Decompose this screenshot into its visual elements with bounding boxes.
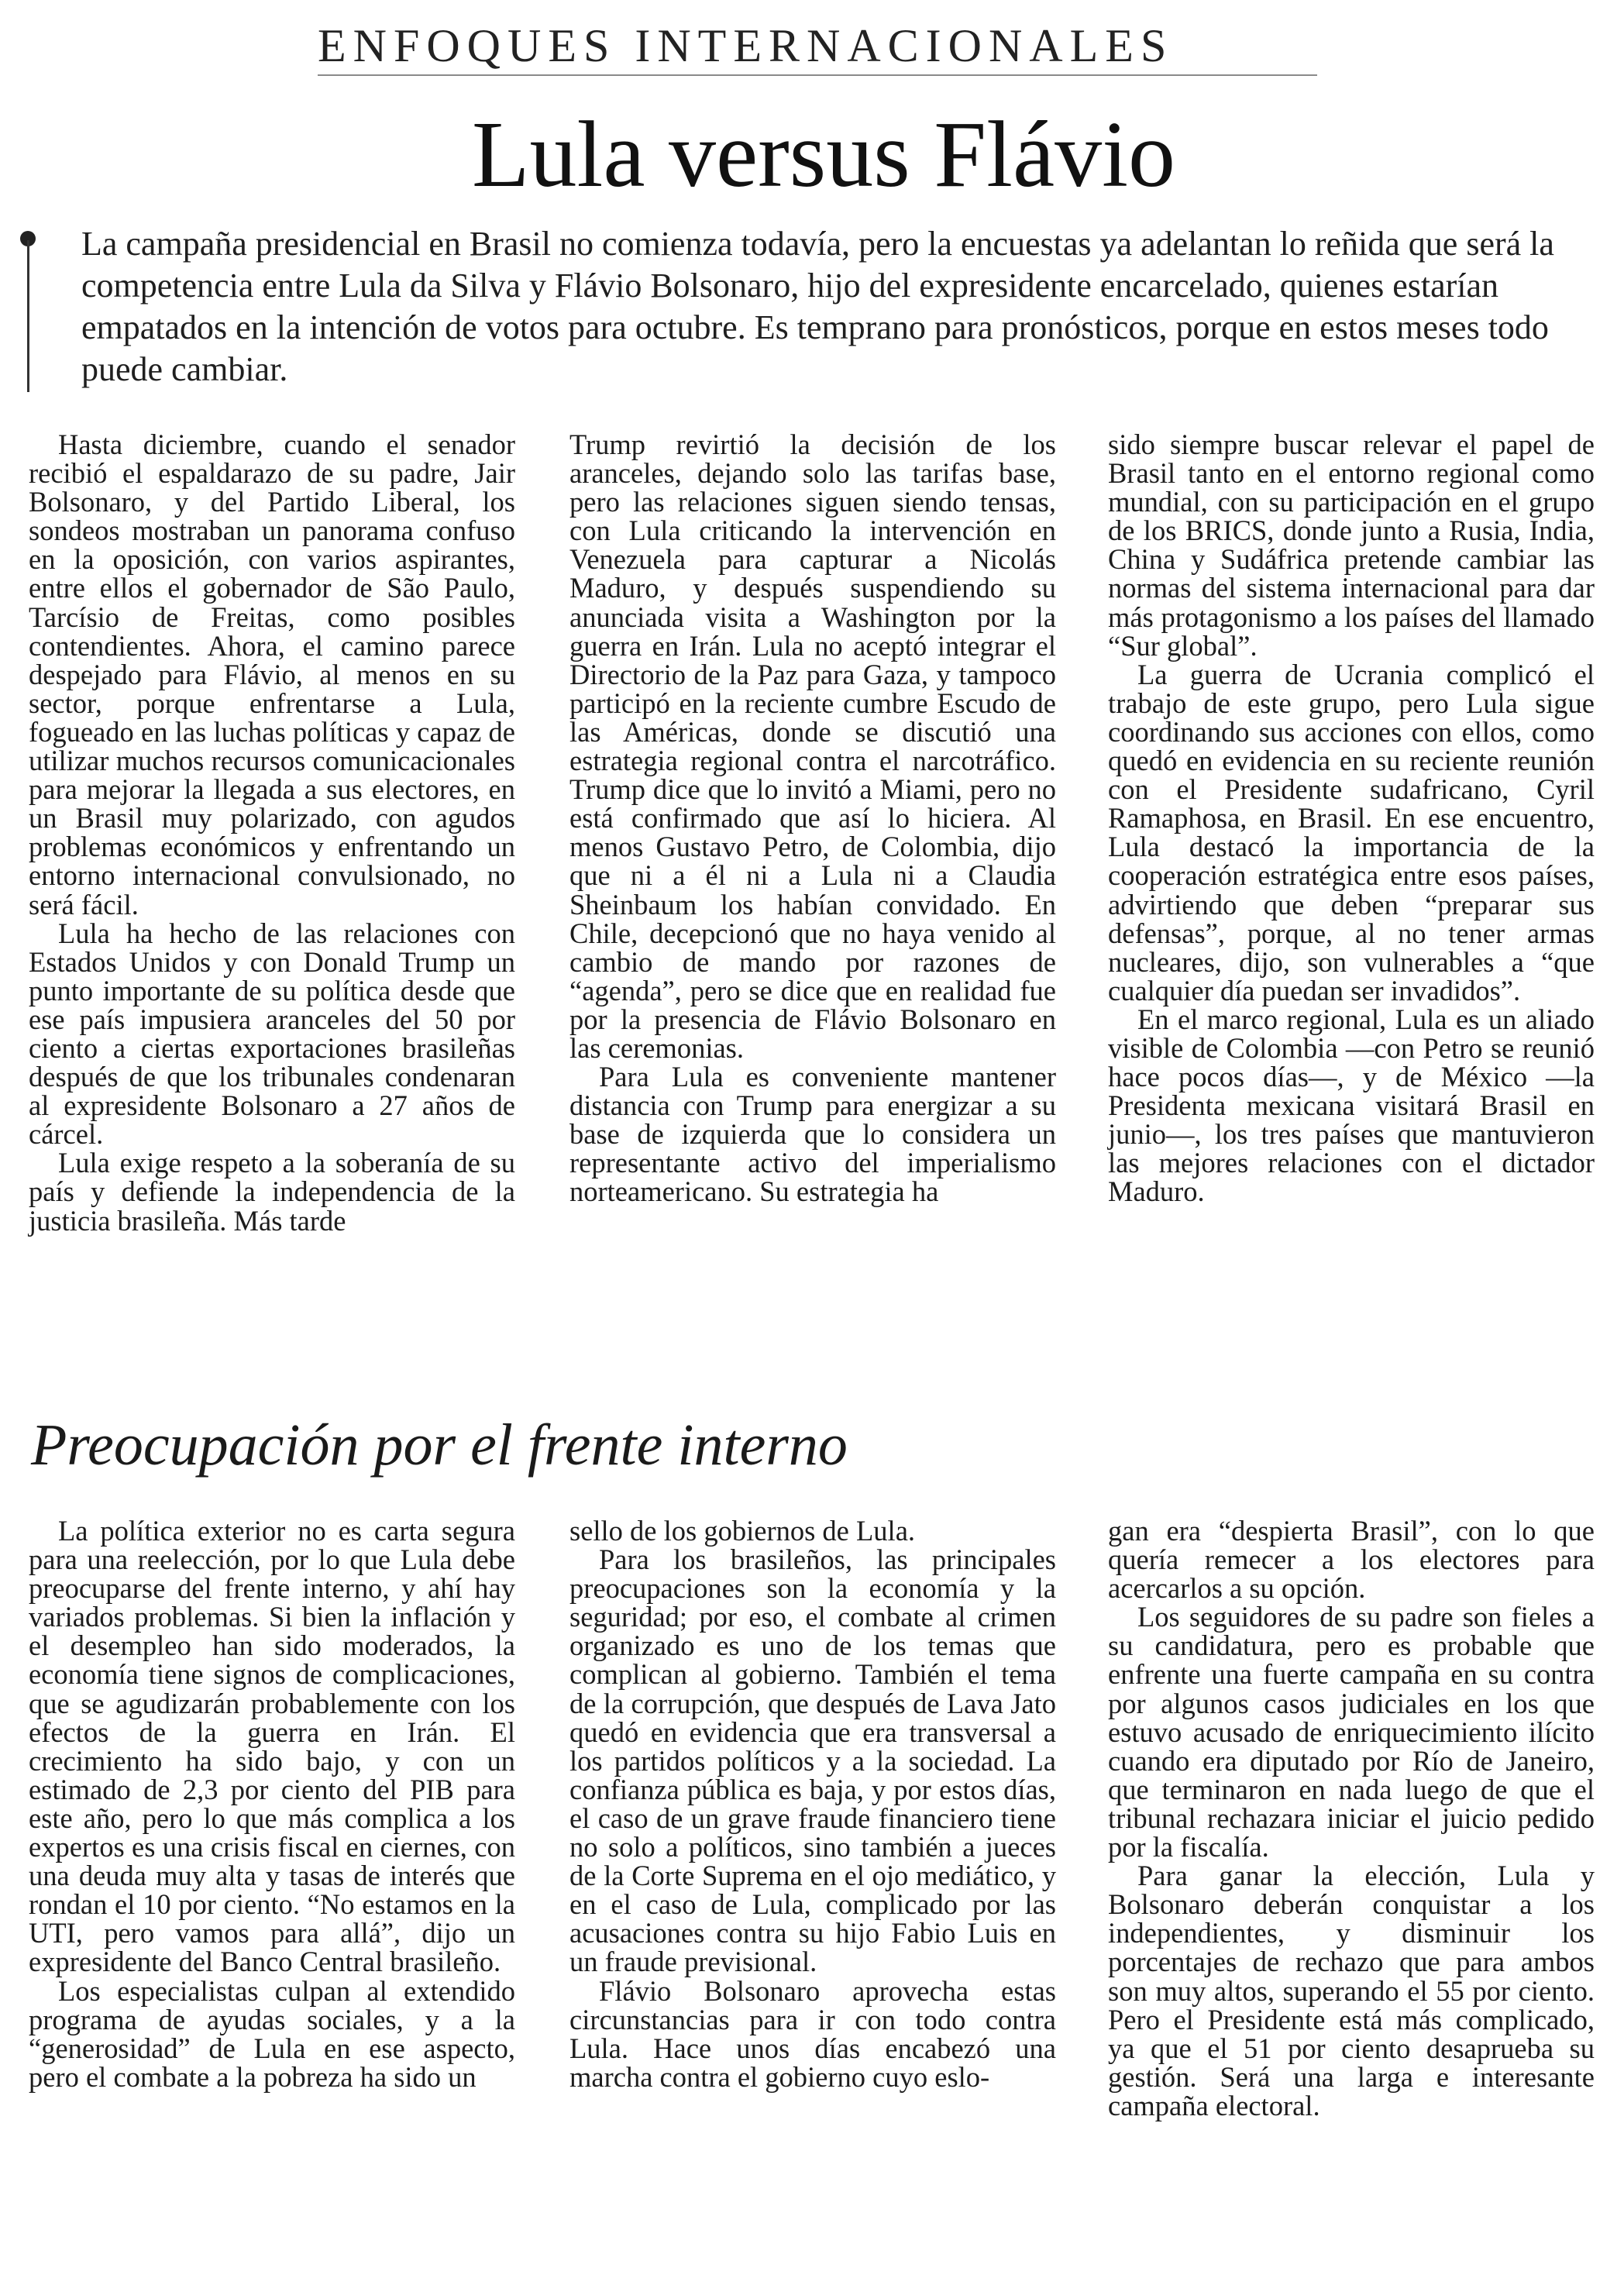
- bottom-column-1: [29, 1516, 515, 2091]
- paragraph: gan era “despierta Brasil”, con lo que quería remecer a los electores para acercarlos a su opción.: [1108, 1515, 1595, 1605]
- headline: Lula versus Flávio: [471, 102, 1176, 207]
- paragraph: Para los brasileños, las principales preocupaciones son la economía y la seguridad; por eso, el combate al crimen organizado es uno de los temas que complican al gobierno. También el tema de la corrupción, que después de Lava Jato quedó en evidencia que era transversal a los partidos políticos y a la sociedad. La confianza pública es baja, y por estos días, el caso de un grave fraude financiero tiene no solo a políticos, sino también a jueces de la Corte Suprema en el ojo mediático, y en el caso de Lula, complicado por las acusaciones contra su hijo Fabio Luis en un fraude previsional.: [569, 1543, 1056, 1978]
- paragraph: Lula exige respeto a la soberanía de su país y defiende la independencia de la justicia brasileña. Más tarde: [29, 1147, 515, 1237]
- paragraph: En el marco regional, Lula es un aliado visible de Colombia —con Petro se reunió hace pocos días—, y de México —la Presidenta mexicana visitará Brasil en junio—, los tres países que mantuvieron las mejores relaciones con el dictador Maduro.: [1108, 1003, 1595, 1208]
- top-column-1: [29, 430, 515, 1235]
- paragraph: sido siempre buscar relevar el papel de Brasil tanto en el entorno regional como mundial, con su participación en el grupo de los BRICS, donde junto a Rusia, India, China y Sudáfrica pretende cambiar las normas del sistema internacional para dar más protagonismo a los países del llamado “Sur global”.: [1108, 428, 1595, 662]
- top-column-2: [569, 430, 1056, 1206]
- paragraph: Para Lula es conveniente mantener distancia con Trump para energizar a su base de izquierda que lo considera un representante activo del imperialismo norteamericano. Su estrategia ha: [569, 1061, 1056, 1208]
- paragraph: Lula ha hecho de las relaciones con Estados Unidos y con Donald Trump un punto importante de su política desde que ese país impusiera aranceles del 50 por ciento a ciertas exportaciones brasileñas después de que los tribunales condenaran al expresidente Bolsonaro a 27 años de cárcel.: [29, 917, 515, 1151]
- paragraph: La guerra de Ucrania complicó el trabajo de este grupo, pero Lula sigue coordinando sus acciones con ellos, como quedó en evidencia en su reciente reunión con el Presidente sudafricano, Cyril Ramaphosa, en Brasil. En ese encuentro, Lula destacó la importancia de la cooperación estratégica entre esos países, advirtiendo que deben “preparar sus defensas”, porque, al no tener armas nucleares, dijo, son vulnerables a “que cualquier día puedan ser invadidos”.: [1108, 658, 1595, 1007]
- paragraph: sello de los gobiernos de Lula.: [569, 1515, 916, 1547]
- paragraph: La política exterior no es carta segura para una reelección, por lo que Lula debe preocuparse del frente interno, y ahí hay variados problemas. Si bien la inflación y el desempleo han sido moderados, la economía tiene signos de complicaciones, que se agudizarán probablemente con los efectos de la guerra en Irán. El crecimiento ha sido bajo, y con un estimado de 2,3 por ciento del PIB para este año, pero lo que más complica a los expertos es una crisis fiscal en ciernes, con una deuda muy alta y tasas de interés que rondan el 10 por ciento. “No estamos en la UTI, pero vamos para allá”, dijo un expresidente del Banco Central brasileño.: [29, 1515, 515, 1978]
- lede-rule: [27, 240, 29, 392]
- paragraph: Flávio Bolsonaro aprovecha estas circunstancias para ir con todo contra Lula. Hace unos días encabezó una marcha contra el gobierno cuyo eslo-: [569, 1974, 1056, 2093]
- section-label: ENFOQUES INTERNACIONALES: [318, 20, 1174, 71]
- paragraph: Los seguidores de su padre son fieles a su candidatura, pero es probable que enfrente una fuerte campaña en su contra por algunos casos judiciales en los que estuvo acusado de enriquecimiento ilícito cuando era diputado por Río de Janeiro, que terminaron en nada luego de que el tribunal rechazara iniciar el juicio pedido por la fiscalía.: [1108, 1601, 1595, 1863]
- paragraph: Para ganar la elección, Lula y Bolsonaro deberán conquistar a los independientes, y disminuir los porcentajes de rechazo que para ambos son muy altos, superando el 55 por ciento. Pero el Presidente está más complicado, ya que el 51 por ciento desaprueba su gestión. Será una larga e interesante campaña electoral.: [1108, 1860, 1595, 2121]
- paragraph: Hasta diciembre, cuando el senador recibió el espaldarazo de su padre, Jair Bolsonaro, y del Partido Liberal, los sondeos mostraban un panorama confuso en la oposición, con varios aspirantes, entre ellos el gobernador de São Paulo, Tarcísio de Freitas, como posibles contendientes. Ahora, el camino parece despejado para Flávio, al menos en su sector, porque enfrentarse a Lula, fogueado en las luchas políticas y capaz de utilizar muchos recursos comunicacionales para mejorar la llegada a sus electores, en un Brasil muy polarizado, con agudos problemas económicos y enfrentando un entorno internacional convulsionado, no será fácil.: [29, 428, 515, 920]
- lede-paragraph: La campaña presidencial en Brasil no comienza todavía, pero la encuestas ya adelantan lo reñida que será la competencia entre Lula da Silva y Flávio Bolsonaro, hijo del expresidente encarcelado, quienes estarían empatados en la intención de votos para octubre. Es temprano para pronósticos, porque en estos meses todo puede cambiar.: [81, 225, 1554, 388]
- bottom-column-2: [569, 1516, 1056, 2091]
- top-column-3: [1108, 430, 1595, 1206]
- paragraph: Trump revirtió la decisión de los aranceles, dejando solo las tarifas base, pero las relaciones siguen siendo tensas, con Lula criticando la intervención en Venezuela para capturar a Nicolás Maduro, y después suspendiendo su anunciada visita a Washington por la guerra en Irán. Lula no aceptó integrar el Directorio de la Paz para Gaza, y tampoco participó en la reciente cumbre Escudo de las Américas, donde se discutió una estrategia regional contra el narcotráfico. Trump dice que lo invitó a Miami, pero no está confirmado que así lo hiciera. Al menos Gustavo Petro, de Colombia, dijo que ni a él ni a Lula ni a Claudia Sheinbaum los habían convidado. En Chile, decepcionó que no haya venido al cambio de mando por razones de “agenda”, pero se dice que en realidad fue por la presencia de Flávio Bolsonaro en las ceremonias.: [569, 428, 1056, 1064]
- bottom-column-3: [1108, 1516, 1595, 2120]
- paragraph: Los especialistas culpan al extendido programa de ayudas sociales, y a la “generosidad” de Lula en ese aspecto, pero el combate a la pobreza ha sido un: [29, 1974, 515, 2093]
- subheading: Preocupación por el frente interno: [31, 1413, 848, 1478]
- section-kicker: [318, 17, 1317, 76]
